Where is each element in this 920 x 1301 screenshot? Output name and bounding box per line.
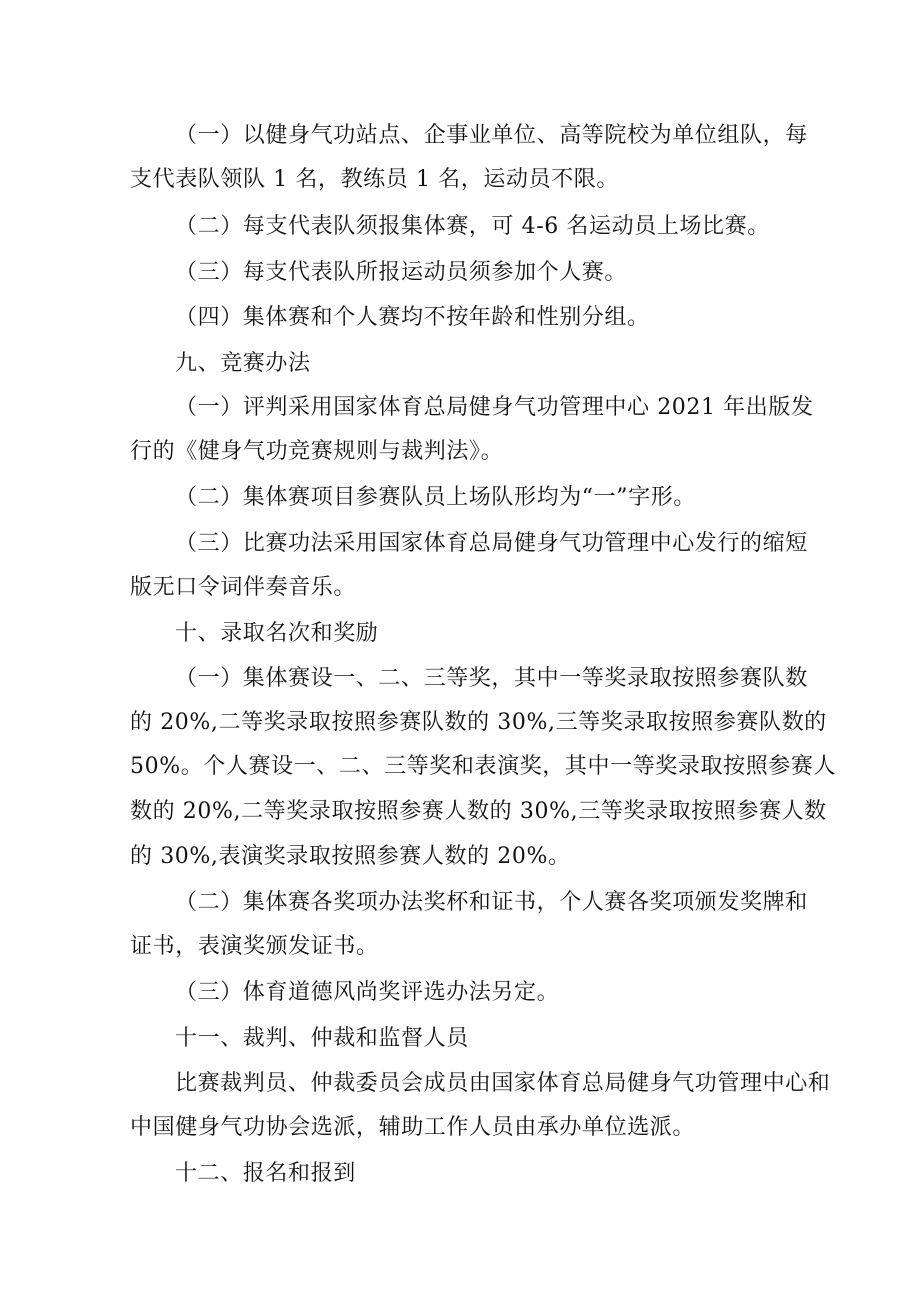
s10-p2-line2: 证书，表演奖颁发证书。: [130, 934, 379, 959]
s11-p1-line2: 中国健身气功协会选派，辅助工作人员由承办单位选派。: [130, 1115, 696, 1140]
s10-heading: 十、录取名次和奖励: [175, 621, 379, 646]
s10-p1-line4: 数的 20%,二等奖录取按照参赛人数的 30%,三等奖录取按照参赛人数: [130, 799, 827, 824]
s10-p1-line2: 的 20%,二等奖录取按照参赛队数的 30%,三等奖录取按照参赛队数的: [130, 710, 827, 735]
s9-p1-line1: （一）评判采用国家体育总局健身气功管理中心 2021 年出版发: [175, 395, 814, 420]
s9-p3-line2: 版无口令词伴奏音乐。: [130, 575, 357, 600]
s10-p1-line1: （一）集体赛设一、二、三等奖，其中一等奖录取按照参赛队数: [175, 666, 808, 691]
s10-p3: （三）体育道德风尚奖评选办法另定。: [175, 980, 560, 1005]
s9-p2: （二）集体赛项目参赛队员上场队形均为“一”字形。: [175, 485, 696, 510]
s9-p3-line1: （三）比赛功法采用国家体育总局健身气功管理中心发行的缩短: [175, 531, 808, 556]
s9-p1-line2: 行的《健身气功竞赛规则与裁判法》。: [130, 439, 504, 464]
s10-p2-line1: （二）集体赛各奖项办法奖杯和证书，个人赛各奖项颁发奖牌和: [175, 890, 808, 915]
s11-heading: 十一、裁判、仲裁和监督人员: [175, 1026, 469, 1051]
s12-heading: 十二、报名和报到: [175, 1161, 356, 1186]
s10-p1-line5: 的 30%,表演奖录取按照参赛人数的 20%。: [130, 844, 571, 869]
s8-p2: （二）每支代表队须报集体赛，可 4-6 名运动员上场比赛。: [175, 214, 770, 239]
s9-heading: 九、竞赛办法: [175, 351, 311, 376]
s8-p1-line1: （一）以健身气功站点、企事业单位、高等院校为单位组队，每: [175, 123, 808, 148]
s11-p1-line1: 比赛裁判员、仲裁委员会成员由国家体育总局健身气功管理中心和: [175, 1071, 831, 1096]
s8-p1-line2: 支代表队领队 1 名，教练员 1 名，运动员不限。: [130, 167, 619, 192]
s10-p1-line3: 50%。个人赛设一、二、三等奖和表演奖，其中一等奖录取按照参赛人: [130, 754, 837, 779]
s8-p4: （四）集体赛和个人赛均不按年龄和性别分组。: [175, 305, 650, 330]
s8-p3: （三）每支代表队所报运动员须参加个人赛。: [175, 260, 628, 285]
